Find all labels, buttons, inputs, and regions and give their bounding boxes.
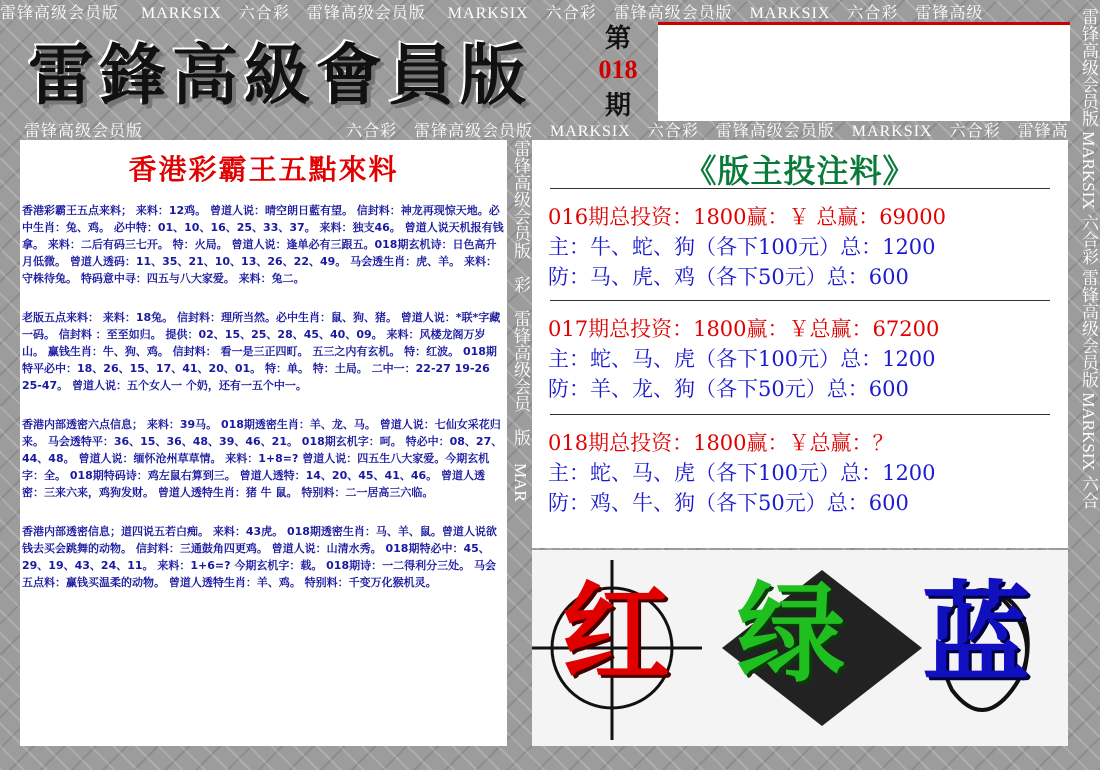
logo-blue-character: 蓝 (922, 571, 1031, 697)
center-vertical-strip: 雷锋高级会员版 彩 雷锋高级会员 版 MAR (511, 140, 530, 502)
issue-suffix: 期 (604, 91, 631, 121)
divider (550, 300, 1050, 301)
mid-left-strip: 雷锋高级会员版 (24, 123, 144, 138)
right-betting-panel (532, 140, 1068, 548)
bet-investment-line: 016期总投资：1800赢：￥ 总赢：69000 (548, 205, 947, 229)
masthead-title: 雷鋒高級會員版 (28, 36, 532, 114)
divider (550, 188, 1050, 189)
bet-block-016 (548, 202, 1058, 292)
bet-guard-line: 防：羊、龙、狗（各下50元）总：600 (548, 377, 909, 401)
bet-investment-line: 018期总投资：1800赢：￥总赢：？ (548, 431, 894, 455)
bet-main-line: 主：蛇、马、虎（各下100元）总：1200 (548, 461, 936, 485)
info-paragraph: 香港内部透密六点信息； 来料：39马。 018期透密生肖：羊、龙、马。 曾道人说：七仙女采花归来。 马会透特平：36、15、36、48、39、46、21。 018期玄机字：呵。 特必中：08、27、44、48。 曾道人说：缅怀沧州草草情。 来料：1+8=? 曾道人说：四五生八大家爱。今期玄机字：全。 018期特码诗：鸡左鼠右算到三。 曾道人透特：14、20、45、41、46。 曾道人透密：三来六来，鸡狗发财。 曾道人透特生肖：猪 牛 鼠。 特别料：二一居高三六临。 (22, 418, 503, 499)
bet-main-line: 主：蛇、马、虎（各下100元）总：1200 (548, 347, 936, 371)
issue-number-box (588, 18, 648, 122)
left-info-panel (20, 140, 507, 746)
logo-panel (532, 550, 1068, 746)
info-paragraph: 香港内部透密信息；道四说五若白痴。 来料：43虎。 018期透密生肖：马、羊、鼠。曾道人说欲钱去买会跳舞的动物。 信封料：三通鼓角四更鸡。 曾道人说：山清水秀。 018期特必中：45、29、19、43、24、11。 来料：1+6=? 今期玄机字：载。 018期诗：一二得利分三处。 马会五点料：赢钱买温柔的动物。 曾道人透特生肖：羊、鸡。 特别料：千变万化猴机灵。 (22, 525, 497, 589)
info-paragraph: 老版五点来料： 来料：18兔。 信封料：理所当然。必中生肖：鼠、狗、猪。 曾道人说：*联*字藏一码。 信封料 ：至至如归。 提供：02、15、25、28、45、40、09。 来料：风楼龙阁万岁山。 赢钱生肖：牛、狗、鸡。 信封料： 看一是三正四町。 五三之内有玄机。 特：红波。 018期特平必中：18、26、15、17、41、20、01。 特：单。 特：土局。 二中一：22-27 19-26 25-47。 曾道人说：五个女人一 个奶，还有一五个中一。 (22, 311, 501, 392)
mid-right-strip: 六合彩 雷锋高级会员版 MARKSIX 六合彩 雷锋高级会员版 MARKSIX 六合彩 雷锋高 (346, 123, 1069, 138)
bet-guard-line: 防：鸡、牛、狗（各下50元）总：600 (548, 491, 909, 515)
bet-main-line: 主：牛、蛇、狗（各下100元）总：1200 (548, 235, 936, 259)
issue-number: 018 (598, 55, 638, 84)
right-panel-title: 《版主投注料》 (684, 152, 916, 190)
right-vertical-strip: 雷锋高级会员版 MARKSIX 六合彩 雷锋高级会员版 MARKSIX 六合 (1079, 8, 1098, 510)
info-paragraph: 香港彩霸王五点来料； 来料：12鸡。 曾道人说：晴空朗日藍有望。 信封料：神龙再现惊天地。必中生肖：兔、鸡。 必中特：01、10、16、25、33、37。 来料：独支46。 曾道人说天机报有钱拿。 来料：二后有码三七开。 特：火局。 曾道人说：逢单必有三跟五。018期玄机诗：日色高升月低微。 曾道人透码：11、35、21、10、13、26、22、49。 马会透生肖：虎、羊。 来料：守株待兔。 特码意中寻：四五与八大家爱。 来料：兔二。 (22, 204, 504, 285)
logo-green-character: 绿 (737, 571, 846, 697)
logo-red-character: 红 (562, 571, 671, 697)
bet-guard-line: 防：马、虎、鸡（各下50元）总：600 (548, 265, 909, 289)
bet-block-017 (548, 314, 1058, 404)
top-blank-banner (658, 22, 1070, 121)
logo-left-strip: 雷锋高级会员版 (534, 534, 654, 549)
issue-prefix: 第 (604, 24, 631, 54)
logo-right-strip: 彭 雷锋高级会员版 (896, 534, 1038, 549)
divider (550, 414, 1050, 415)
bet-investment-line: 017期总投资：1800赢：￥总赢：67200 (548, 317, 940, 341)
left-panel-body (22, 202, 506, 613)
top-watermark-strip: 雷锋高级会员版 MARKSIX 六合彩 雷锋高级会员版 MARKSIX 六合彩 雷锋高级会员版 MARKSIX 六合彩 雷锋高级 (0, 5, 984, 20)
left-panel-title: 香港彩霸王五點來料 (128, 153, 399, 186)
bet-block-018 (548, 428, 1058, 518)
